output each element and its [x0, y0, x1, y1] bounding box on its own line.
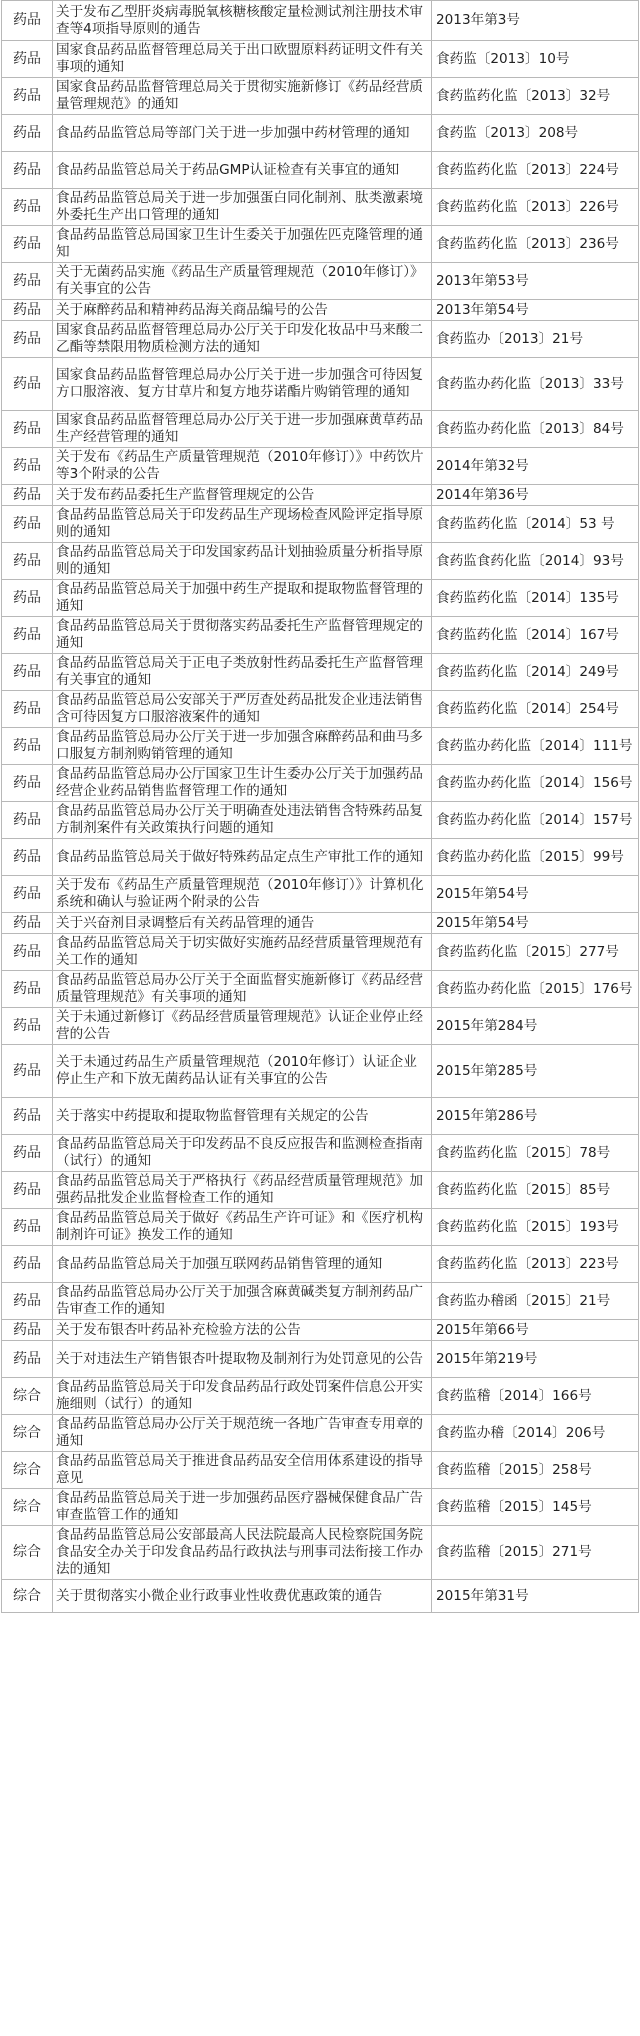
row-title: 关于落实中药提取和提取物监督管理有关规定的公告	[53, 1098, 432, 1135]
row-category: 药品	[2, 691, 53, 728]
row-title: 关于发布银杏叶药品补充检验方法的公告	[53, 1320, 432, 1341]
row-category: 药品	[2, 263, 53, 300]
regulation-table	[1, 0, 639, 1613]
table-row	[2, 1415, 639, 1452]
row-doc-number: 2013年第54号	[432, 300, 639, 321]
row-title: 食品药品监管总局办公厅关于明确查处违法销售含特殊药品复方制剂案件有关政策执行问题的通知	[53, 802, 432, 839]
row-doc-number: 食药监药化监〔2015〕193号	[432, 1209, 639, 1246]
table-row	[2, 1008, 639, 1045]
row-category: 药品	[2, 358, 53, 411]
row-category: 药品	[2, 839, 53, 876]
row-title: 关于发布药品委托生产监督管理规定的公告	[53, 485, 432, 506]
row-category: 药品	[2, 1135, 53, 1172]
row-title: 食品药品监管总局关于切实做好实施药品经营质量管理规范有关工作的通知	[53, 934, 432, 971]
table-row	[2, 448, 639, 485]
table-row	[2, 654, 639, 691]
row-title: 关于无菌药品实施《药品生产质量管理规范（2010年修订）》有关事宜的公告	[53, 263, 432, 300]
row-doc-number: 食药监稽〔2015〕258号	[432, 1452, 639, 1489]
row-category: 药品	[2, 1098, 53, 1135]
row-title: 关于未通过新修订《药品经营质量管理规范》认证企业停止经营的公告	[53, 1008, 432, 1045]
row-category: 药品	[2, 189, 53, 226]
row-title: 食品药品监管总局等部门关于进一步加强中药材管理的通知	[53, 115, 432, 152]
row-doc-number: 食药监办药化监〔2014〕156号	[432, 765, 639, 802]
row-category: 药品	[2, 41, 53, 78]
row-doc-number: 2015年第286号	[432, 1098, 639, 1135]
table-row	[2, 1341, 639, 1378]
row-doc-number: 食药监办稽函〔2015〕21号	[432, 1283, 639, 1320]
row-category: 药品	[2, 1045, 53, 1098]
row-title: 食品药品监管总局关于推进食品药品安全信用体系建设的指导意见	[53, 1452, 432, 1489]
row-doc-number: 食药监稽〔2015〕271号	[432, 1526, 639, 1580]
row-category: 药品	[2, 1246, 53, 1283]
row-category: 综合	[2, 1452, 53, 1489]
row-doc-number: 2015年第219号	[432, 1341, 639, 1378]
row-doc-number: 食药监药化监〔2015〕78号	[432, 1135, 639, 1172]
row-title: 食品药品监管总局关于印发药品不良反应报告和监测检查指南（试行）的通知	[53, 1135, 432, 1172]
row-doc-number: 食药监办药化监〔2014〕111号	[432, 728, 639, 765]
row-title: 食品药品监管总局关于药品GMP认证检查有关事宜的通知	[53, 152, 432, 189]
row-doc-number: 食药监药化监〔2015〕85号	[432, 1172, 639, 1209]
table-row	[2, 934, 639, 971]
row-doc-number: 食药监药化监〔2014〕249号	[432, 654, 639, 691]
table-row	[2, 765, 639, 802]
table-row	[2, 617, 639, 654]
table-row	[2, 1489, 639, 1526]
row-doc-number: 食药监办稽〔2014〕206号	[432, 1415, 639, 1452]
row-title: 国家食品药品监督管理总局办公厅关于进一步加强麻黄草药品生产经营管理的通知	[53, 411, 432, 448]
row-title: 食品药品监管总局关于贯彻落实药品委托生产监督管理规定的通知	[53, 617, 432, 654]
row-title: 食品药品监管总局关于做好特殊药品定点生产审批工作的通知	[53, 839, 432, 876]
row-title: 关于发布乙型肝炎病毒脱氧核糖核酸定量检测试剂注册技术审查等4项指导原则的通告	[53, 1, 432, 41]
row-category: 药品	[2, 411, 53, 448]
row-title: 关于未通过药品生产质量管理规范（2010年修订）认证企业停止生产和下放无菌药品认证有关事宜的公告	[53, 1045, 432, 1098]
table-row	[2, 691, 639, 728]
row-category: 药品	[2, 654, 53, 691]
row-doc-number: 食药监〔2013〕10号	[432, 41, 639, 78]
row-category: 药品	[2, 506, 53, 543]
row-doc-number: 2015年第31号	[432, 1580, 639, 1613]
table-row	[2, 152, 639, 189]
row-title: 食品药品监管总局办公厅关于全面监督实施新修订《药品经营质量管理规范》有关事项的通知	[53, 971, 432, 1008]
row-category: 药品	[2, 300, 53, 321]
table-row	[2, 411, 639, 448]
row-category: 药品	[2, 765, 53, 802]
row-doc-number: 2014年第36号	[432, 485, 639, 506]
row-category: 药品	[2, 580, 53, 617]
row-doc-number: 食药监〔2013〕208号	[432, 115, 639, 152]
row-title: 关于发布《药品生产质量管理规范（2010年修订）》计算机化系统和确认与验证两个附录的公告	[53, 876, 432, 913]
table-row	[2, 913, 639, 934]
row-title: 食品药品监管总局关于进一步加强药品医疗器械保健食品广告审查监管工作的通知	[53, 1489, 432, 1526]
table-row	[2, 263, 639, 300]
row-category: 综合	[2, 1378, 53, 1415]
row-doc-number: 2015年第285号	[432, 1045, 639, 1098]
row-doc-number: 食药监药化监〔2015〕277号	[432, 934, 639, 971]
row-category: 药品	[2, 1, 53, 41]
row-title: 食品药品监管总局关于进一步加强蛋白同化制剂、肽类激素境外委托生产出口管理的通知	[53, 189, 432, 226]
row-category: 药品	[2, 802, 53, 839]
row-title: 食品药品监管总局办公厅关于加强含麻黄碱类复方制剂药品广告审查工作的通知	[53, 1283, 432, 1320]
table-row	[2, 358, 639, 411]
table-row	[2, 1045, 639, 1098]
row-doc-number: 2014年第32号	[432, 448, 639, 485]
row-title: 国家食品药品监督管理总局关于贯彻实施新修订《药品经营质量管理规范》的通知	[53, 78, 432, 115]
table-row	[2, 41, 639, 78]
row-doc-number: 2013年第53号	[432, 263, 639, 300]
row-title: 国家食品药品监督管理总局关于出口欧盟原料药证明文件有关事项的通知	[53, 41, 432, 78]
table-row	[2, 1209, 639, 1246]
row-category: 药品	[2, 448, 53, 485]
row-doc-number: 食药监食药化监〔2014〕93号	[432, 543, 639, 580]
row-title: 国家食品药品监督管理总局办公厅关于印发化妆品中马来酸二乙酯等禁限用物质检测方法的通知	[53, 321, 432, 358]
row-category: 综合	[2, 1580, 53, 1613]
table-row	[2, 321, 639, 358]
row-title: 食品药品监管总局国家卫生计生委关于加强佐匹克隆管理的通知	[53, 226, 432, 263]
row-doc-number: 食药监稽〔2014〕166号	[432, 1378, 639, 1415]
row-title: 食品药品监管总局公安部最高人民法院最高人民检察院国务院食品安全办关于印发食品药品行政执法与刑事司法衔接工作办法的通知	[53, 1526, 432, 1580]
row-title: 食品药品监管总局关于加强中药生产提取和提取物监督管理的通知	[53, 580, 432, 617]
row-category: 药品	[2, 617, 53, 654]
row-category: 药品	[2, 152, 53, 189]
row-category: 药品	[2, 226, 53, 263]
table-row	[2, 802, 639, 839]
table-row	[2, 580, 639, 617]
row-category: 药品	[2, 1320, 53, 1341]
row-category: 药品	[2, 1283, 53, 1320]
row-category: 药品	[2, 115, 53, 152]
table-row	[2, 1378, 639, 1415]
row-title: 食品药品监管总局关于正电子类放射性药品委托生产监督管理有关事宜的通知	[53, 654, 432, 691]
row-title: 关于贯彻落实小微企业行政事业性收费优惠政策的通告	[53, 1580, 432, 1613]
row-title: 食品药品监管总局办公厅关于进一步加强含麻醉药品和曲马多口服复方制剂购销管理的通知	[53, 728, 432, 765]
row-title: 食品药品监管总局办公厅关于规范统一各地广告审查专用章的通知	[53, 1415, 432, 1452]
table-row	[2, 1320, 639, 1341]
row-doc-number: 食药监药化监〔2013〕223号	[432, 1246, 639, 1283]
row-title: 关于麻醉药品和精神药品海关商品编号的公告	[53, 300, 432, 321]
row-category: 药品	[2, 876, 53, 913]
row-category: 综合	[2, 1526, 53, 1580]
row-doc-number: 食药监办药化监〔2015〕99号	[432, 839, 639, 876]
row-doc-number: 食药监药化监〔2013〕224号	[432, 152, 639, 189]
table-row	[2, 1526, 639, 1580]
row-category: 药品	[2, 1341, 53, 1378]
table-row	[2, 1580, 639, 1613]
table-row	[2, 1098, 639, 1135]
row-title: 食品药品监管总局关于做好《药品生产许可证》和《医疗机构制剂许可证》换发工作的通知	[53, 1209, 432, 1246]
table-row	[2, 839, 639, 876]
row-title: 关于对违法生产销售银杏叶提取物及制剂行为处罚意见的公告	[53, 1341, 432, 1378]
row-doc-number: 食药监药化监〔2014〕167号	[432, 617, 639, 654]
row-title: 食品药品监管总局关于印发药品生产现场检查风险评定指导原则的通知	[53, 506, 432, 543]
row-title: 关于发布《药品生产质量管理规范（2010年修订）》中药饮片等3个附录的公告	[53, 448, 432, 485]
row-title: 食品药品监管总局公安部关于严厉查处药品批发企业违法销售含可待因复方口服溶液案件的通知	[53, 691, 432, 728]
row-category: 药品	[2, 543, 53, 580]
row-doc-number: 食药监办药化监〔2015〕176号	[432, 971, 639, 1008]
row-doc-number: 食药监药化监〔2013〕236号	[432, 226, 639, 263]
row-doc-number: 食药监办药化监〔2013〕84号	[432, 411, 639, 448]
row-doc-number: 食药监药化监〔2014〕53 号	[432, 506, 639, 543]
table-row	[2, 78, 639, 115]
row-category: 药品	[2, 934, 53, 971]
row-title: 食品药品监管总局办公厅国家卫生计生委办公厅关于加强药品经营企业药品销售监督管理工作的通知	[53, 765, 432, 802]
row-title: 食品药品监管总局关于加强互联网药品销售管理的通知	[53, 1246, 432, 1283]
row-doc-number: 食药监办〔2013〕21号	[432, 321, 639, 358]
row-title: 国家食品药品监督管理总局办公厅关于进一步加强含可待因复方口服溶液、复方甘草片和复方地芬诺酯片购销管理的通知	[53, 358, 432, 411]
row-title: 食品药品监管总局关于印发国家药品计划抽验质量分析指导原则的通知	[53, 543, 432, 580]
row-category: 综合	[2, 1415, 53, 1452]
table-row	[2, 728, 639, 765]
row-category: 药品	[2, 913, 53, 934]
row-title: 关于兴奋剂目录调整后有关药品管理的通告	[53, 913, 432, 934]
row-doc-number: 2015年第284号	[432, 1008, 639, 1045]
row-category: 药品	[2, 1172, 53, 1209]
table-row	[2, 543, 639, 580]
row-doc-number: 2015年第66号	[432, 1320, 639, 1341]
row-doc-number: 2015年第54号	[432, 876, 639, 913]
table-row	[2, 485, 639, 506]
row-category: 药品	[2, 321, 53, 358]
row-category: 药品	[2, 485, 53, 506]
table-row	[2, 506, 639, 543]
row-doc-number: 食药监药化监〔2013〕226号	[432, 189, 639, 226]
table-row	[2, 971, 639, 1008]
row-doc-number: 食药监办药化监〔2014〕157号	[432, 802, 639, 839]
row-doc-number: 2015年第54号	[432, 913, 639, 934]
row-category: 药品	[2, 1008, 53, 1045]
table-row	[2, 300, 639, 321]
table-row	[2, 1, 639, 41]
table-row	[2, 1135, 639, 1172]
table-row	[2, 189, 639, 226]
table-row	[2, 1283, 639, 1320]
row-doc-number: 食药监药化监〔2014〕135号	[432, 580, 639, 617]
row-category: 药品	[2, 1209, 53, 1246]
row-doc-number: 食药监药化监〔2014〕254号	[432, 691, 639, 728]
table-row	[2, 226, 639, 263]
row-category: 综合	[2, 1489, 53, 1526]
row-category: 药品	[2, 971, 53, 1008]
row-doc-number: 2013年第3号	[432, 1, 639, 41]
row-title: 食品药品监管总局关于严格执行《药品经营质量管理规范》加强药品批发企业监督检查工作的通知	[53, 1172, 432, 1209]
table-row	[2, 1246, 639, 1283]
row-doc-number: 食药监办药化监〔2013〕33号	[432, 358, 639, 411]
table-row	[2, 876, 639, 913]
row-category: 药品	[2, 728, 53, 765]
row-doc-number: 食药监稽〔2015〕145号	[432, 1489, 639, 1526]
row-doc-number: 食药监药化监〔2013〕32号	[432, 78, 639, 115]
table-row	[2, 115, 639, 152]
table-body	[2, 1, 639, 1613]
row-category: 药品	[2, 78, 53, 115]
table-row	[2, 1172, 639, 1209]
table-row	[2, 1452, 639, 1489]
row-title: 食品药品监管总局关于印发食品药品行政处罚案件信息公开实施细则（试行）的通知	[53, 1378, 432, 1415]
